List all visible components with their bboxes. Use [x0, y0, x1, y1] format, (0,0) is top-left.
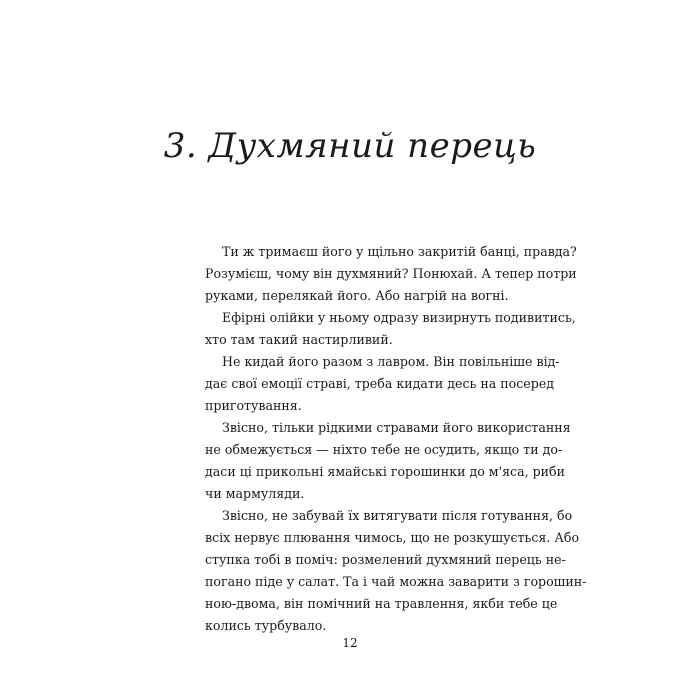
- chapter-title: 3. Духмяний перець: [163, 126, 537, 166]
- text-line: приготування.: [205, 398, 302, 413]
- body-text: [205, 241, 587, 637]
- page-number: 12: [342, 636, 358, 650]
- text-line: хто там такий настирливий.: [205, 332, 393, 347]
- text-line: руками, перелякай його. Або нагрій на вогні.: [205, 288, 509, 303]
- text-line: Звісно, не забувай їх витягувати після готування, бо: [222, 508, 573, 523]
- text-line: всіх нервує плювання чимось, що не розкушується. Або: [205, 530, 580, 545]
- text-line: чи мармуляди.: [205, 486, 305, 501]
- text-line: ною-двома, він помічний на травлення, якби тебе це: [205, 596, 558, 611]
- text-line: погано піде у салат. Та і чай можна заварити з горошин-: [205, 574, 587, 589]
- text-line: Не кидай його разом з лавром. Він повільніше від-: [222, 354, 560, 369]
- text-line: Розумієш, чому він духмяний? Понюхай. А тепер потри: [205, 266, 577, 281]
- text-line: колись турбувало.: [205, 618, 327, 633]
- text-line: Ефірні олійки у ньому одразу визирнуть подивитись,: [222, 310, 576, 325]
- text-line: даси ці прикольні ямайські горошинки до м'яса, риби: [205, 464, 566, 479]
- text-line: Звісно, тільки рідкими стравами його використання: [222, 420, 571, 435]
- text-line: не обмежується — ніхто тебе не осудить, якщо ти до-: [205, 442, 563, 457]
- text-line: ступка тобі в поміч: розмелений духмяний перець не-: [205, 552, 566, 567]
- text-line: дає свої емоції страві, треба кидати десь на посеред: [205, 376, 555, 391]
- text-line: Ти ж тримаєш його у щільно закритій банці, правда?: [222, 244, 577, 259]
